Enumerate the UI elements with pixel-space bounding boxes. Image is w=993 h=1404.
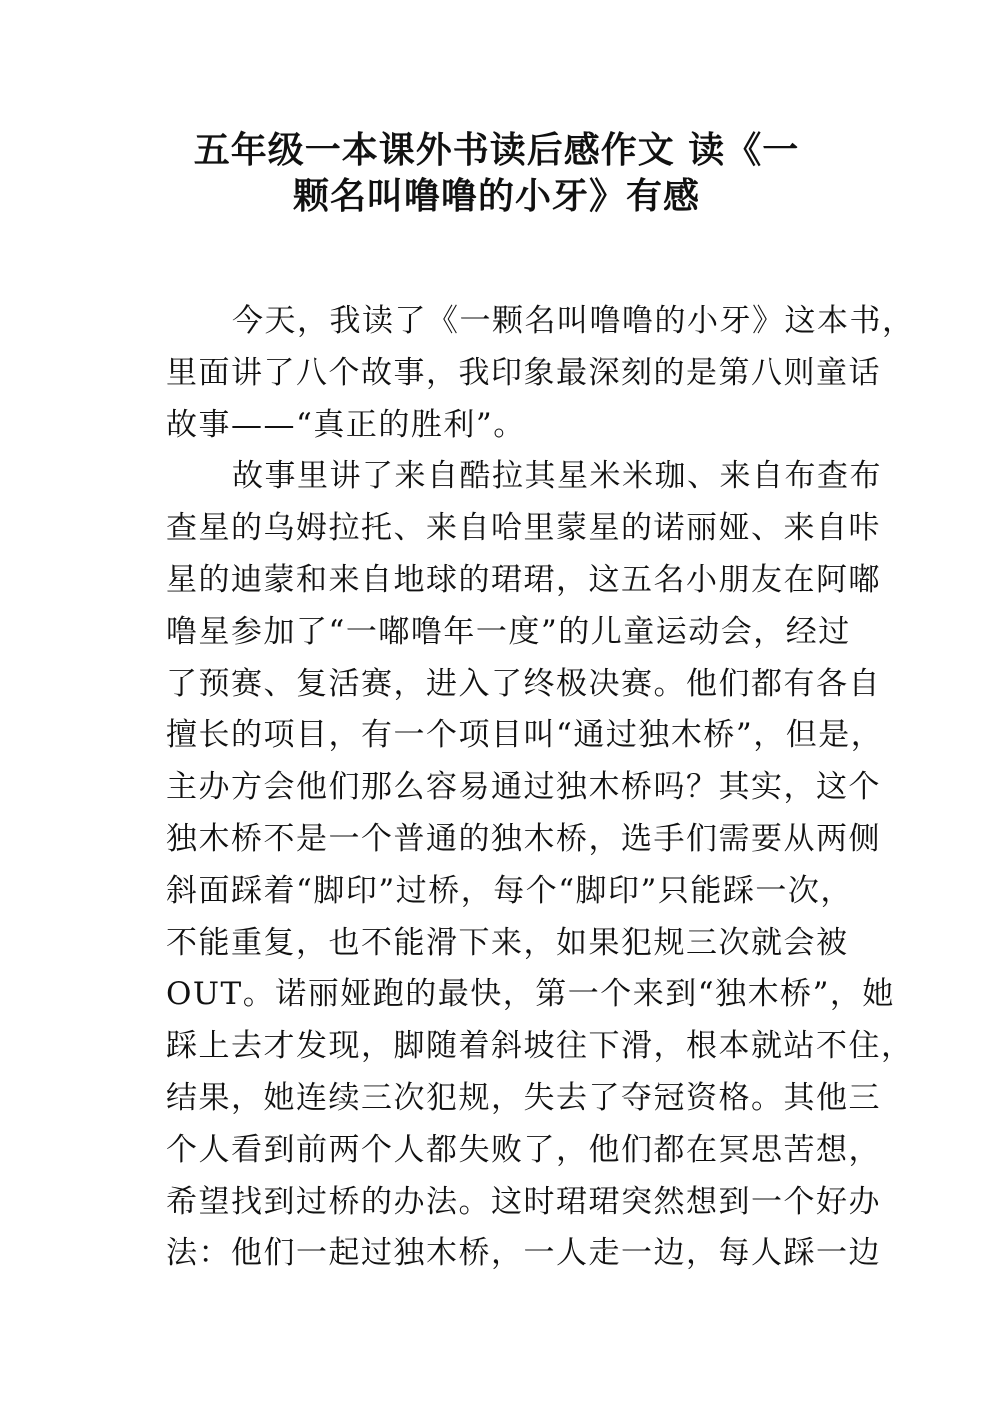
text-line: OUT。诺丽娅跑的最快，第一个来到“独木桥”，她	[166, 976, 895, 1013]
text-line: 独木桥不是一个普通的独木桥，选手们需要从两侧	[166, 820, 881, 857]
text-line: 斜面踩着“脚印”过桥，每个“脚印”只能踩一次，	[166, 872, 853, 909]
text-line: 个人看到前两个人都失败了，他们都在冥思苦想，	[166, 1131, 881, 1168]
text-line: 擅长的项目，有一个项目叫“通过独木桥”，但是，	[166, 717, 884, 754]
text-line: 故事——“真正的胜利”。	[166, 406, 526, 443]
text-line: 查星的乌姆拉托、来自哈里蒙星的诺丽娅、来自咔	[166, 510, 881, 547]
document-body	[166, 296, 915, 1280]
text-line: 不能重复，也不能滑下来，如果犯规三次就会被	[166, 924, 849, 961]
text-line: 故事里讲了来自酷拉其星米米珈、来自布查布	[232, 458, 882, 495]
text-line: 里面讲了八个故事，我印象最深刻的是第八则童话	[166, 354, 881, 391]
text-line: 噜星参加了“一嘟噜年一度”的儿童运动会，经过	[166, 613, 851, 650]
text-line: 主办方会他们那么容易通过独木桥吗？其实，这个	[166, 769, 881, 806]
title-line: 颗名叫噜噜的小牙》有感	[292, 176, 700, 217]
text-line: 踩上去才发现，脚随着斜坡往下滑，根本就站不住，	[166, 1028, 914, 1065]
text-line: 星的迪蒙和来自地球的珺珺，这五名小朋友在阿嘟	[166, 561, 881, 598]
paragraph-2	[166, 451, 914, 1280]
document-title	[0, 128, 993, 220]
text-line: 法：他们一起过独木桥，一人走一边，每人踩一边	[166, 1235, 881, 1272]
text-line: 了预赛、复活赛，进入了终极决赛。他们都有各自	[166, 665, 881, 702]
text-line: 结果，她连续三次犯规，失去了夺冠资格。其他三	[166, 1079, 881, 1116]
paragraph-1	[166, 296, 915, 451]
title-line: 五年级一本课外书读后感作文 读《一	[193, 130, 800, 171]
text-line: 希望找到过桥的办法。这时珺珺突然想到一个好办	[166, 1183, 881, 1220]
text-line: 今天，我读了《一颗名叫噜噜的小牙》这本书，	[232, 303, 915, 339]
